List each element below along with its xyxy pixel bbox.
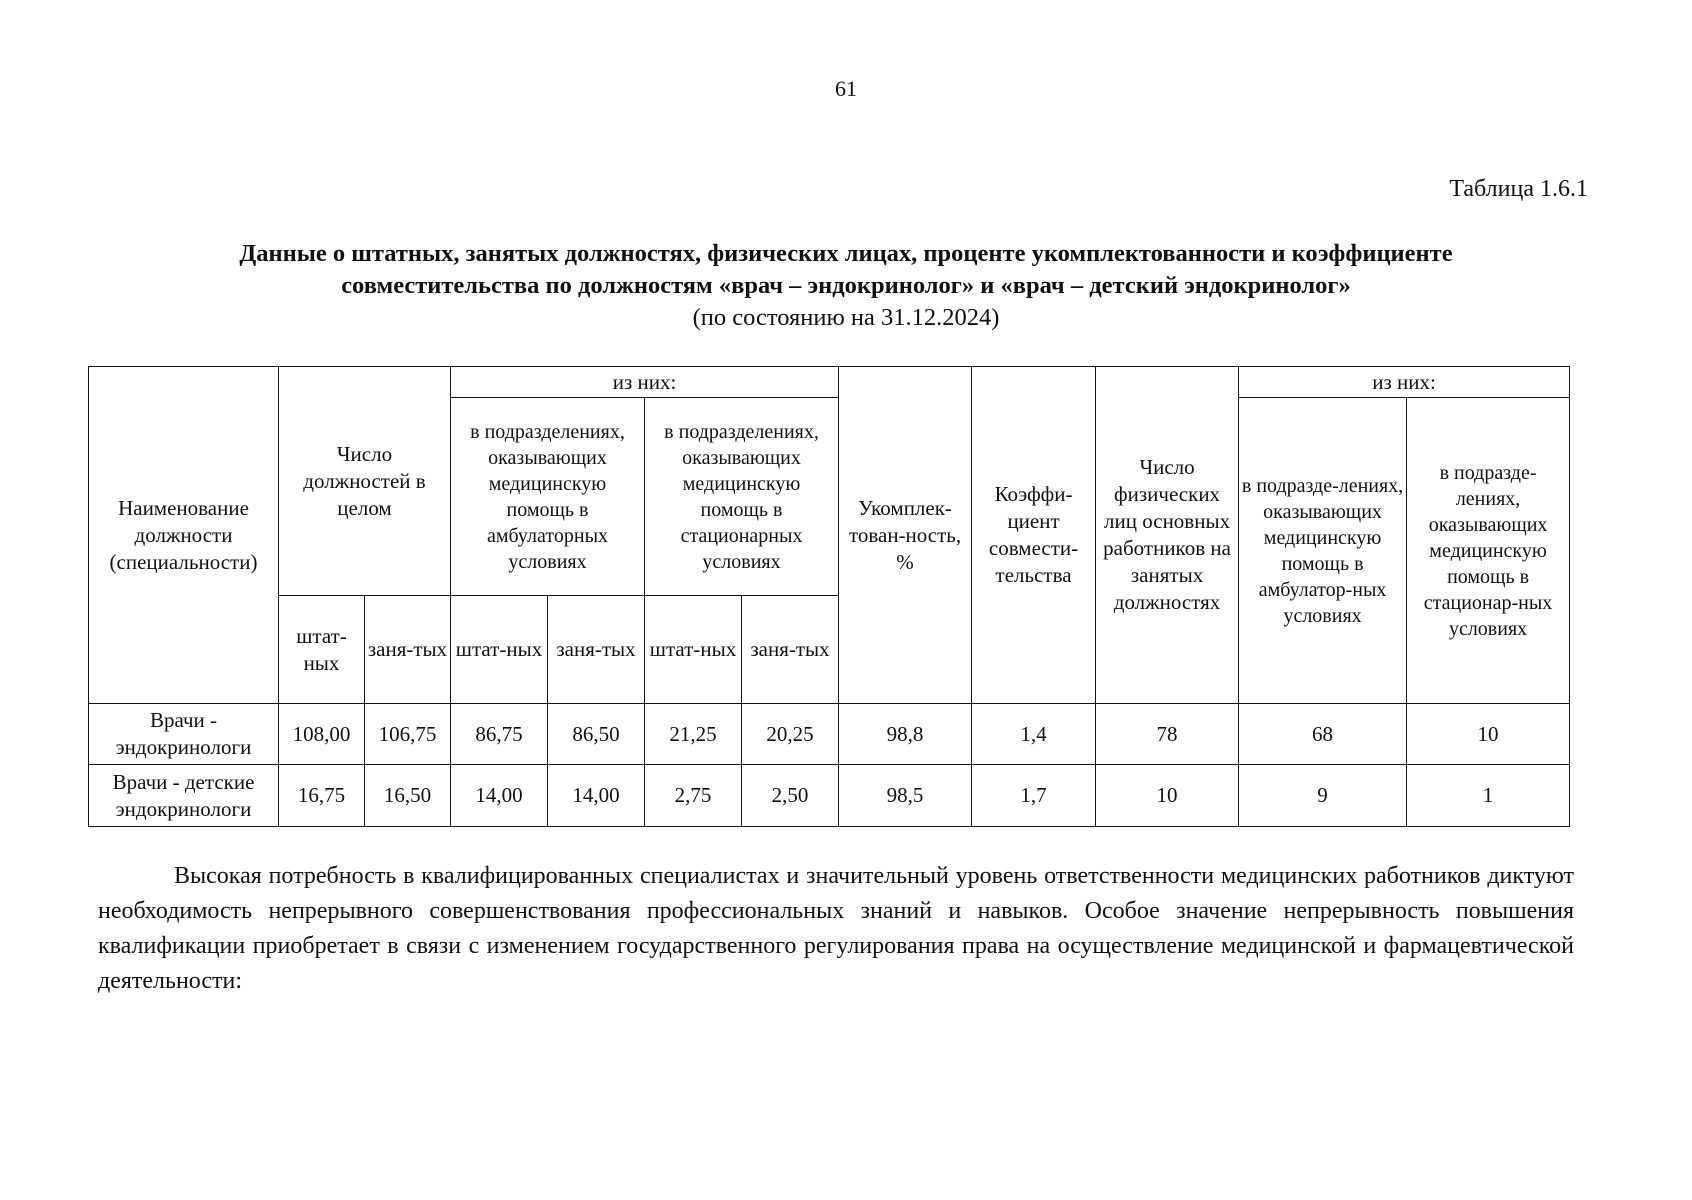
- cell-amb-occupied: 86,50: [548, 704, 645, 765]
- table-label: Таблица 1.6.1: [1449, 176, 1588, 202]
- cell-inp-individuals: 10: [1407, 704, 1570, 765]
- header-ambulatory: в подразделениях, оказывающих медицинскую помощь в амбулаторных условиях: [451, 398, 645, 596]
- cell-individuals: 78: [1096, 704, 1239, 765]
- cell-amb-individuals: 68: [1239, 704, 1407, 765]
- header-name: Наименование должности (специальности): [89, 367, 279, 704]
- cell-amb-staff: 14,00: [451, 765, 548, 827]
- page-number: 61: [835, 76, 857, 101]
- cell-amb-occupied: 14,00: [548, 765, 645, 827]
- header-staff: штат-ных: [645, 596, 742, 704]
- cell-inp-occupied: 2,50: [742, 765, 839, 827]
- header-occupied: заня-тых: [365, 596, 451, 704]
- table-title: [100, 238, 1592, 334]
- cell-coefficient: 1,7: [972, 765, 1096, 827]
- table-row: [89, 704, 1570, 765]
- title-line-1: Данные о штатных, занятых должностях, физических лицах, проценте укомплектованности и коэффициенте: [239, 240, 1453, 267]
- cell-individuals: 10: [1096, 765, 1239, 827]
- staffing-table: [88, 366, 1570, 827]
- title-date-line: (по состоянию на 31.12.2024): [692, 304, 1000, 331]
- cell-total-occupied: 106,75: [365, 704, 451, 765]
- cell-staffing: 98,8: [839, 704, 972, 765]
- cell-total-occupied: 16,50: [365, 765, 451, 827]
- header-total-positions: Число должностей в целом: [279, 367, 451, 596]
- header-staff: штат-ных: [279, 596, 365, 704]
- cell-total-staff: 108,00: [279, 704, 365, 765]
- header-inpatient-individuals: в подразде-лениях, оказывающих медицинскую помощь в стационар-ных условиях: [1407, 398, 1570, 704]
- header-occupied: заня-тых: [548, 596, 645, 704]
- header-staff: штат-ных: [451, 596, 548, 704]
- body-paragraph: [98, 859, 1574, 999]
- row-name: Врачи - детские эндокринологи: [89, 765, 279, 827]
- cell-total-staff: 16,75: [279, 765, 365, 827]
- header-ambulatory-individuals: в подразде-лениях, оказывающих медицинскую помощь в амбулатор-ных условиях: [1239, 398, 1407, 704]
- header-staffing: Укомплек-тован-ность, %: [839, 367, 972, 704]
- header-coefficient: Коэффи-циент совмести-тельства: [972, 367, 1096, 704]
- cell-amb-staff: 86,75: [451, 704, 548, 765]
- header-of-them-2: из них:: [1239, 367, 1570, 398]
- cell-inp-occupied: 20,25: [742, 704, 839, 765]
- cell-inp-staff: 2,75: [645, 765, 742, 827]
- header-inpatient: в подразделениях, оказывающих медицинскую помощь в стационарных условиях: [645, 398, 839, 596]
- table-row: [89, 765, 1570, 827]
- cell-coefficient: 1,4: [972, 704, 1096, 765]
- header-of-them-1: из них:: [451, 367, 839, 398]
- header-occupied: заня-тых: [742, 596, 839, 704]
- cell-amb-individuals: 9: [1239, 765, 1407, 827]
- cell-inp-individuals: 1: [1407, 765, 1570, 827]
- cell-staffing: 98,5: [839, 765, 972, 827]
- header-individuals: Число физических лиц основных работников на занятых должностях: [1096, 367, 1239, 704]
- cell-inp-staff: 21,25: [645, 704, 742, 765]
- row-name: Врачи - эндокринологи: [89, 704, 279, 765]
- paragraph-text: Высокая потребность в квалифицированных специалистах и значительный уровень ответственности медицинских работников диктуют необходимость непрерывного совершенствования профессиональных знаний и навыков. Особое значение непрерывность повышения квалификации приобретает в связи с изменением государственного регулирования права на осуществление медицинской и фармацевтической деятельности:: [98, 863, 1574, 994]
- title-line-2: совместительства по должностям «врач – эндокринолог» и «врач – детский эндокринолог»: [341, 272, 1351, 299]
